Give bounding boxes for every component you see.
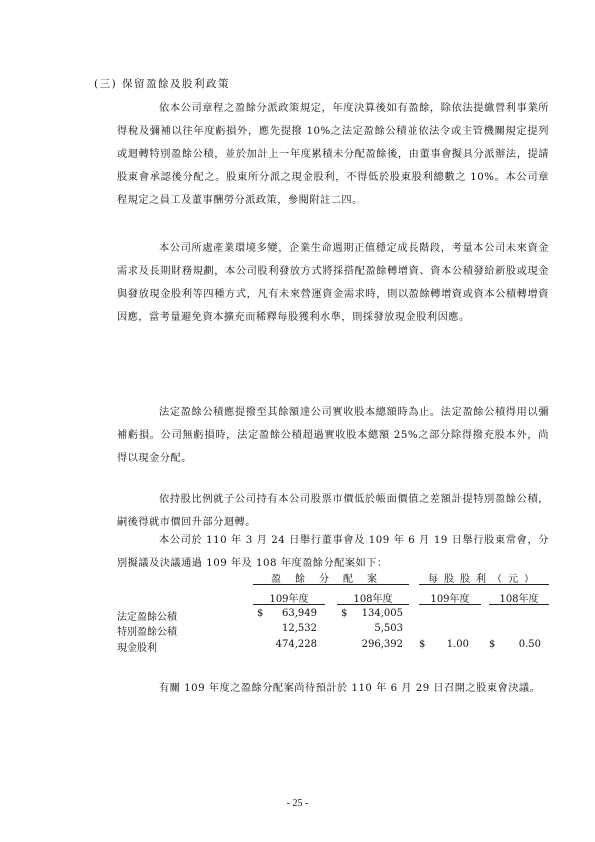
table-row bbox=[117, 639, 549, 654]
table-header-dividend-per-share: 每股股利（元） bbox=[419, 570, 549, 585]
table-subheader-year: 108年度 bbox=[489, 590, 549, 605]
currency-symbol: $ bbox=[419, 639, 426, 650]
row-label: 特別盈餘公積 bbox=[117, 627, 177, 638]
table-subheader-year: 109年度 bbox=[419, 590, 481, 605]
cell-value: 63,949 bbox=[282, 608, 317, 619]
cell-value: 1.00 bbox=[446, 639, 469, 650]
cell-value: 134,005 bbox=[361, 608, 403, 619]
row-label: 現金股利 bbox=[117, 643, 157, 654]
table-row bbox=[117, 608, 549, 623]
page-number: - 25 - bbox=[286, 798, 309, 809]
table-subheader-year: 109年度 bbox=[253, 590, 325, 605]
cell-value: 12,532 bbox=[282, 623, 317, 634]
paragraph-pending-resolution: 有關 109 年度之盈餘分配案尚待預計於 110 年 6 月 29 日召開之股東會決議。 bbox=[159, 683, 541, 694]
cell-value: 5,503 bbox=[374, 623, 403, 634]
table-subheader-year: 108年度 bbox=[337, 590, 409, 605]
paragraph-dividend-method: 本公司所處產業環境多變，企業生命週期正值穩定成長階段，考量本公司未來資金需求及長期財務規劃，本公司股利發放方式將採搭配盈餘轉增資、資本公積發給新股或現金與發放現金股利等四種方式，凡有未來營運資金需求時，則以盈餘轉增資或資本公積轉增資因應，當考量避免資本擴充而稀釋每股獲利水準，則採發放現金股利因應。 bbox=[117, 243, 549, 323]
table-row bbox=[117, 623, 549, 638]
paragraph-board-resolution: 本公司於 110 年 3 月 24 日舉行董事會及 109 年 6 月 19 日舉行股東常會，分別擬議及決議通過 109 年及 108 年度盈餘分配案如下： bbox=[117, 535, 549, 569]
paragraph-special-reserve: 依持股比例就子公司持有本公司股票市價低於帳面價值之差額計提特別盈餘公積，嗣後得就市價回升部分迴轉。 bbox=[117, 494, 549, 528]
currency-symbol: $ bbox=[489, 639, 496, 650]
cell-value: 0.50 bbox=[518, 639, 541, 650]
table-header-distribution: 盈餘分配案 bbox=[253, 570, 409, 585]
cell-value: 296,392 bbox=[361, 639, 403, 650]
row-label: 法定盈餘公積 bbox=[117, 612, 177, 623]
section-heading: (三) 保留盈餘及股利政策 bbox=[94, 78, 231, 90]
paragraph-legal-reserve: 法定盈餘公積應提撥至其餘額達公司實收股本總額時為止。法定盈餘公積得用以彌補虧損。公司無虧損時，法定盈餘公積超過實收股本總額 25%之部分除得撥充股本外，尚得以現金分配。 bbox=[117, 407, 549, 464]
paragraph-earnings-policy: 依本公司章程之盈餘分派政策規定，年度決算後如有盈餘，除依法提繳營利事業所得稅及彌補以往年度虧損外，應先提撥 10%之法定盈餘公積並依法令或主管機關規定提列或迴轉特別盈餘公積，並於加計上一年度累積未分配盈餘後，由董事會擬具分派辦法，提請股東會承認後分配之。股東所分派之現金股利，不得低於股東股利總數之 10%。本公司章程規定之員工及董事酬勞分派政策，參閱附註二四。 bbox=[117, 103, 549, 206]
currency-symbol: $ bbox=[341, 608, 348, 619]
currency-symbol: $ bbox=[257, 608, 264, 619]
cell-value: 474,228 bbox=[275, 639, 317, 650]
